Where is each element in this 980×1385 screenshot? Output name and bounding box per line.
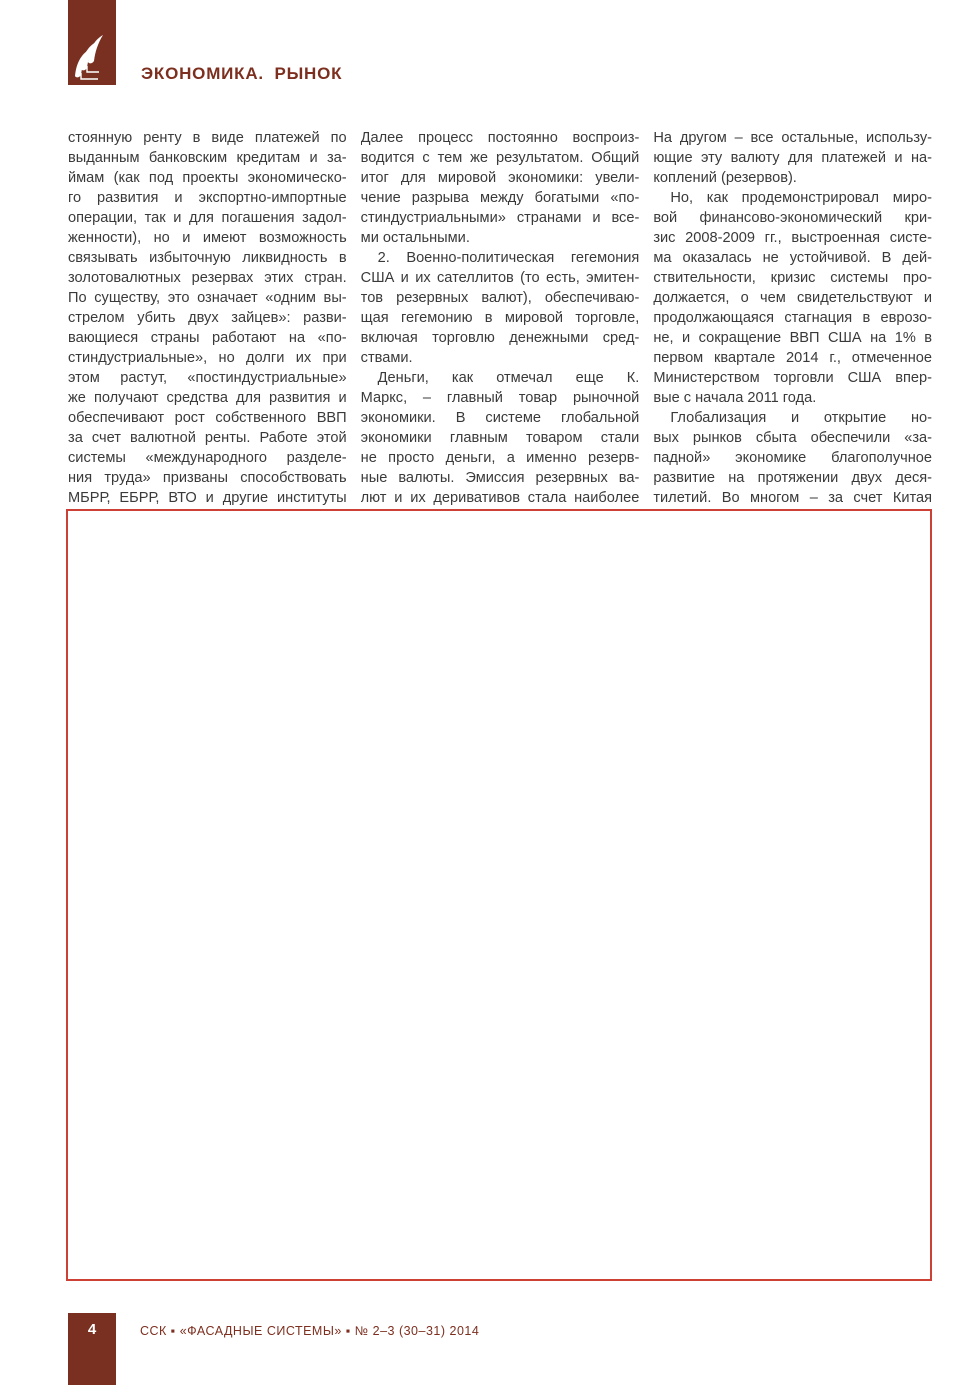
text-line: системы «международного разделе- [68,450,347,466]
text-line: Далее процесс постоянно воспроиз- [360,130,640,146]
text-line: ймам (как под проекты экономическо- [68,170,347,186]
text-line: На другом – все остальные, использу- [653,130,933,146]
text-line: Но, как продемонстрировал миро- [670,190,933,206]
text-line: падной» экономике благополучное [653,450,933,466]
text-line: По существу, это означает «одним вы- [68,290,347,306]
image-placeholder [66,509,932,1281]
text-line: этом растут, «постиндустриальные» [68,370,347,386]
page-number-box [68,1313,116,1385]
text-line: Глобализация и открытие но- [670,410,933,426]
text-line: не просто деньги, а именно резерв- [360,450,640,466]
text-line: го развития и экспортно-импортные [68,190,347,206]
text-line: чение разрыва между богатыми «по- [360,190,640,206]
text-line: за счет валютной ренты. Работе этой [68,430,347,446]
text-line: ма оказалась не устойчивой. В дей- [653,250,933,266]
text-line: тов резервных валют), обеспечиваю- [360,290,640,306]
page-number: 4 [87,1321,97,1338]
footer-imprint: ССК ▪ «ФАСАДНЫЕ СИСТЕМЫ» ▪ № 2–3 (30–31) 2014 [140,1324,480,1338]
text-line: обеспечивают рост собственного ВВП [68,410,347,426]
text-line: вых рынков сбыта обеспечили «за- [653,430,933,446]
text-line: не, и сокращение ВВП США на 1% в [653,330,933,346]
text-line: щая гегемонию в мировой торговле, [360,310,640,326]
section-title: ЭКОНОМИКА. РЫНОК [141,64,343,83]
text-line: стоянную ренту в виде платежей по [68,130,347,146]
text-line: стиндустриальные», но долги их при [68,350,347,366]
text-line: золотовалютных резервах этих стран. [68,270,347,286]
text-line: лют и их деривативов стала наиболее [360,490,640,506]
text-line: стиндустриальными» странами и все- [360,210,640,226]
text-line: итог для мировой экономики: увели- [360,170,640,186]
text-line: ные валюты. Эмиссия резервных ва- [360,470,640,486]
text-line: США и их сателлитов (то есть, эмитен- [360,270,640,286]
text-line: продолжающаяся стагнация в еврозо- [653,310,933,326]
text-line: 2. Военно-политическая гегемония [377,250,640,266]
text-line: зис 2008-2009 гг., выстроенная систе- [653,230,933,246]
text-line: экономики. В системе глобальной [360,410,640,426]
article-body [68,128,932,508]
text-line: Деньги, как отмечал еще К. [377,370,640,386]
text-line: ния труда» призваны способствовать [68,470,347,486]
text-line: ствительности, кризис системы про- [653,270,933,286]
text-line: связывать избыточную ликвидность в [68,250,347,266]
text-line: водится с тем же результатом. Общий [360,150,640,166]
text-line: коплений (резервов). [653,170,797,186]
text-column-2 [361,128,640,508]
text-line: Министерством торговли США впер- [653,370,933,386]
publisher-logo [68,0,116,85]
text-line: вые с начала 2011 года. [653,390,817,406]
text-line: Маркс, – главный товар рыночной [360,390,640,406]
text-line: ми остальными. [360,230,470,246]
text-line: операции, так и для погашения задол- [68,210,347,226]
text-line: женности), но и имеют возможность [68,230,347,246]
text-line: ющие эту валюту для платежей и на- [653,150,933,166]
text-line: экономики главным товаром стали [360,430,640,446]
text-line: развитие на протяжении двух деся- [653,470,933,486]
text-line: стрелом убить двух зайцев»: разви- [68,310,347,326]
text-line: включая торговлю денежными сред- [360,330,640,346]
text-column-3 [653,128,932,508]
text-line: выданным банковским кредитам и за- [68,150,347,166]
text-column-1 [68,128,347,508]
text-line: вающиеся страны работают на «по- [68,330,347,346]
text-line: должается, о чем свидетельствуют и [653,290,933,306]
text-line: тилетий. Во многом – за счет Китая [653,490,933,506]
text-line: же получают средства для развития и [68,390,347,406]
logo-swoosh-icon [68,0,116,85]
text-line: первом квартале 2014 г., отмеченное [653,350,933,366]
text-line: вой финансово-экономический кри- [653,210,933,226]
text-line: МБРР, ЕБРР, ВТО и другие институты [68,490,347,506]
text-line: ствами. [360,350,413,366]
